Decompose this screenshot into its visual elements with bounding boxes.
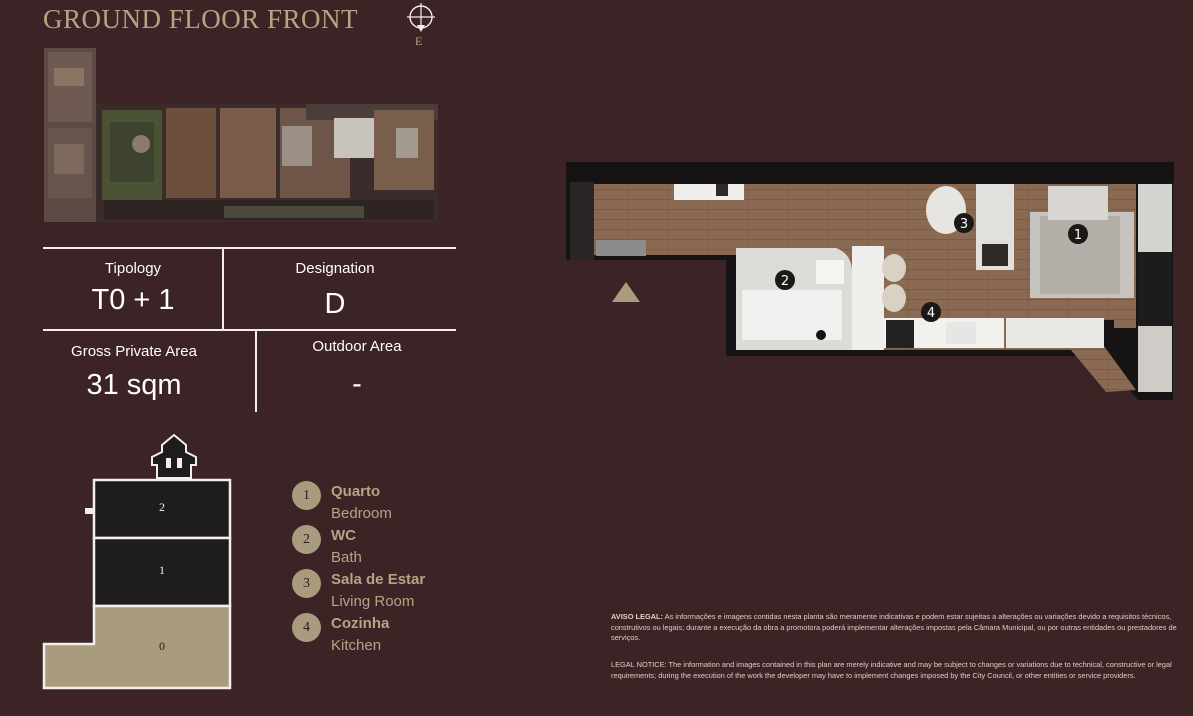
gross-area-value: 31 sqm — [86, 369, 182, 401]
legend-number-badge: 4 — [292, 613, 321, 642]
plan-marker-3 — [954, 213, 974, 233]
gross-area-label: Gross Private Area — [71, 343, 197, 360]
legend-number-badge: 2 — [292, 525, 321, 554]
floor-1-label: 1 — [159, 563, 165, 577]
building-overview-plan — [44, 48, 438, 222]
legend-subtitle: Kitchen — [331, 637, 382, 654]
tipology-value: T0 + 1 — [91, 284, 175, 316]
legend-number-badge: 3 — [292, 569, 321, 598]
legend-item-kitchen — [292, 613, 472, 657]
legal-notice-pt-heading: AVISO LEGAL: — [611, 612, 664, 621]
stats-top-divider — [43, 247, 456, 249]
floor-2-label: 2 — [159, 500, 165, 514]
building-section-diagram — [40, 430, 240, 695]
legend-name: Cozinha — [331, 615, 390, 632]
designation-value: D — [324, 288, 346, 320]
outdoor-area-value: - — [352, 368, 362, 400]
compass-direction-label: E — [415, 34, 423, 48]
svg-text:3: 3 — [959, 217, 969, 232]
svg-text:2: 2 — [780, 274, 790, 289]
tipology-label: Tipology — [104, 260, 162, 277]
outdoor-area-label: Outdoor Area — [312, 338, 402, 355]
legal-notice-pt — [611, 612, 1181, 644]
legend-name: Quarto — [331, 483, 381, 500]
stats-middle-divider — [43, 329, 456, 331]
legal-notice-pt-text: As informações e imagens contidas nesta planta são meramente indicativas e podem estar sujeitas a alterações ou variações devido a requisitos técnicos, construtivos ou legais; durante a execução da obra a promotora poderá implementar alterações impostas pela Câmara Municipal, ou por outras entidades ou prestadores de serviços. — [611, 612, 1177, 642]
legend-number-badge: 1 — [292, 481, 321, 510]
legend-subtitle: Bath — [331, 549, 362, 566]
legal-notice-en-heading: LEGAL NOTICE: — [611, 660, 667, 669]
legend-name: WC — [331, 527, 356, 544]
legend-item-bath — [292, 525, 472, 569]
plan-marker-1 — [1068, 224, 1088, 244]
designation-label: Designation — [295, 260, 375, 277]
legend-item-bedroom — [292, 481, 472, 525]
plan-marker-2 — [775, 270, 795, 290]
legend-name: Sala de Estar — [331, 571, 426, 588]
legend-item-living-room — [292, 569, 472, 613]
svg-text:1: 1 — [1073, 228, 1083, 243]
floor-0-label: 0 — [159, 639, 165, 653]
legal-notice-en — [611, 660, 1181, 681]
floor-0-block — [44, 606, 230, 688]
page-title: GROUND FLOOR FRONT — [43, 4, 359, 34]
plan-marker-4 — [921, 302, 941, 322]
svg-text:4: 4 — [926, 306, 936, 321]
legend-subtitle: Bedroom — [331, 505, 392, 522]
unit-floor-plan — [566, 160, 1193, 400]
legend-subtitle: Living Room — [331, 593, 415, 610]
legal-notice-en-text: The information and images contained in this plan are merely indicative and may be subject to changes or variations due to technical, constructive or legal requirements; during the execution of the work the developer may have to implement changes imposed by the City Council, or other entities or service providers. — [611, 660, 1172, 680]
